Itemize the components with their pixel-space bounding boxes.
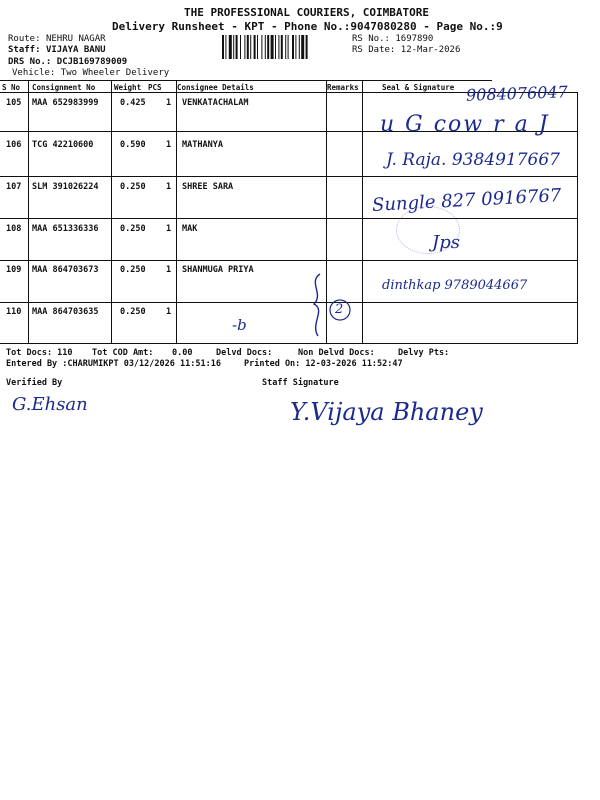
handwritten-signature-row-108: Jps xyxy=(432,232,460,253)
staff-line xyxy=(8,45,106,55)
row-sno: 110 xyxy=(6,307,22,317)
rs-no-label: RS No.: xyxy=(352,34,390,44)
route-label: Route: xyxy=(8,34,41,44)
tot-cod-label: Tot COD Amt: xyxy=(92,348,154,358)
runsheet-title: Delivery Runsheet - KPT - Phone No.:9047080280 - Page No.:9 xyxy=(112,20,503,33)
bracket-mark xyxy=(304,270,364,340)
staff-signature-label: Staff Signature xyxy=(262,378,339,388)
barcode xyxy=(222,35,346,59)
row-pcs: 1 xyxy=(166,140,172,150)
row-consignee: MATHANYA xyxy=(182,140,223,150)
printed-on: Printed On: 12-03-2026 11:52:47 xyxy=(244,359,403,369)
handwritten-phone-row-105: 9084076047 xyxy=(465,82,569,105)
rs-date-line xyxy=(352,45,460,55)
row-consignment: MAA 651336336 xyxy=(32,224,99,234)
staff-signature: Y.Vijaya Bhaney xyxy=(290,398,483,426)
handwritten-signature-row-107: Sungle 827 0916767 xyxy=(371,185,562,216)
col-header-seal: Seal & Signature xyxy=(382,83,455,92)
rs-no-line xyxy=(352,34,433,44)
col-header-pcs: PCS xyxy=(148,83,162,92)
row-weight: 0.425 xyxy=(120,98,146,108)
verified-by-label: Verified By xyxy=(6,378,63,388)
col-header-sno: S No xyxy=(2,83,21,92)
row-consignee: MAK xyxy=(182,224,198,234)
row-sno: 107 xyxy=(6,182,22,192)
row-pcs: 1 xyxy=(166,307,172,317)
row-weight: 0.590 xyxy=(120,140,146,150)
row-consignment: SLM 391026224 xyxy=(32,182,99,192)
drs-line xyxy=(8,57,127,67)
row-consignment: TCG 42210600 xyxy=(32,140,94,150)
drs-label: DRS No.: xyxy=(8,57,52,67)
row-weight: 0.250 xyxy=(120,307,146,317)
row-consignee: VENKATACHALAM xyxy=(182,98,249,108)
col-header-consignee: Consignee Details xyxy=(177,83,254,92)
col-header-remarks: Remarks xyxy=(327,83,359,92)
rs-no-value: 1697890 xyxy=(395,34,434,44)
handwritten-signature-row-109: dinthkap 9789044667 xyxy=(382,278,528,293)
rs-date-label: RS Date: xyxy=(352,45,396,55)
drs-value: DCJB169789009 xyxy=(56,57,128,67)
entered-by: Entered By :CHARUMIKPT 03/12/2026 11:51:16 xyxy=(6,359,221,369)
delvd-docs: Delvd Docs: xyxy=(216,348,273,358)
row-pcs: 1 xyxy=(166,224,172,234)
staff-label: Staff: xyxy=(8,45,41,55)
row-weight: 0.250 xyxy=(120,265,146,275)
row-pcs: 1 xyxy=(166,265,172,275)
vehicle-value: Two Wheeler Delivery xyxy=(60,68,170,78)
vehicle-line xyxy=(12,68,169,78)
col-header-weight: Weight xyxy=(114,83,142,92)
col-header-consignment: Consignment No xyxy=(32,83,96,92)
route-value: NEHRU NAGAR xyxy=(45,34,106,44)
handwritten-signature-row-105: u G cow r a J xyxy=(380,112,550,137)
rs-date-value: 12-Mar-2026 xyxy=(400,45,461,55)
route-line xyxy=(8,34,106,44)
row-sno: 108 xyxy=(6,224,22,234)
row-consignment: MAA 864703635 xyxy=(32,307,99,317)
tot-cod-amount: 0.00 xyxy=(172,348,193,358)
row-sno: 109 xyxy=(6,265,22,275)
non-delvd-docs: Non Delvd Docs: xyxy=(298,348,375,358)
row-consignment: MAA 652983999 xyxy=(32,98,99,108)
row-consignee: SHREE SARA xyxy=(182,182,234,192)
vehicle-label: Vehicle: xyxy=(12,68,56,78)
row-weight: 0.250 xyxy=(120,224,146,234)
row-sno: 106 xyxy=(6,140,22,150)
handwritten-mark-row-110: -b xyxy=(232,316,247,334)
row-sno: 105 xyxy=(6,98,22,108)
tot-docs: Tot Docs: 110 xyxy=(6,348,73,358)
staff-value: VIJAYA BANU xyxy=(45,45,106,55)
row-weight: 0.250 xyxy=(120,182,146,192)
company-title: THE PROFESSIONAL COURIERS, COIMBATORE xyxy=(184,6,430,19)
handwritten-signature-row-106: J. Raja. 9384917667 xyxy=(386,150,561,170)
row-pcs: 1 xyxy=(166,98,172,108)
row-consignment: MAA 864703673 xyxy=(32,265,99,275)
row-pcs: 1 xyxy=(166,182,172,192)
circled-number: 2 xyxy=(335,302,344,317)
row-consignee: SHANMUGA PRIYA xyxy=(182,265,254,275)
verified-by-signature: G.Ehsan xyxy=(12,394,88,415)
delvy-pts: Delvy Pts: xyxy=(398,348,450,358)
